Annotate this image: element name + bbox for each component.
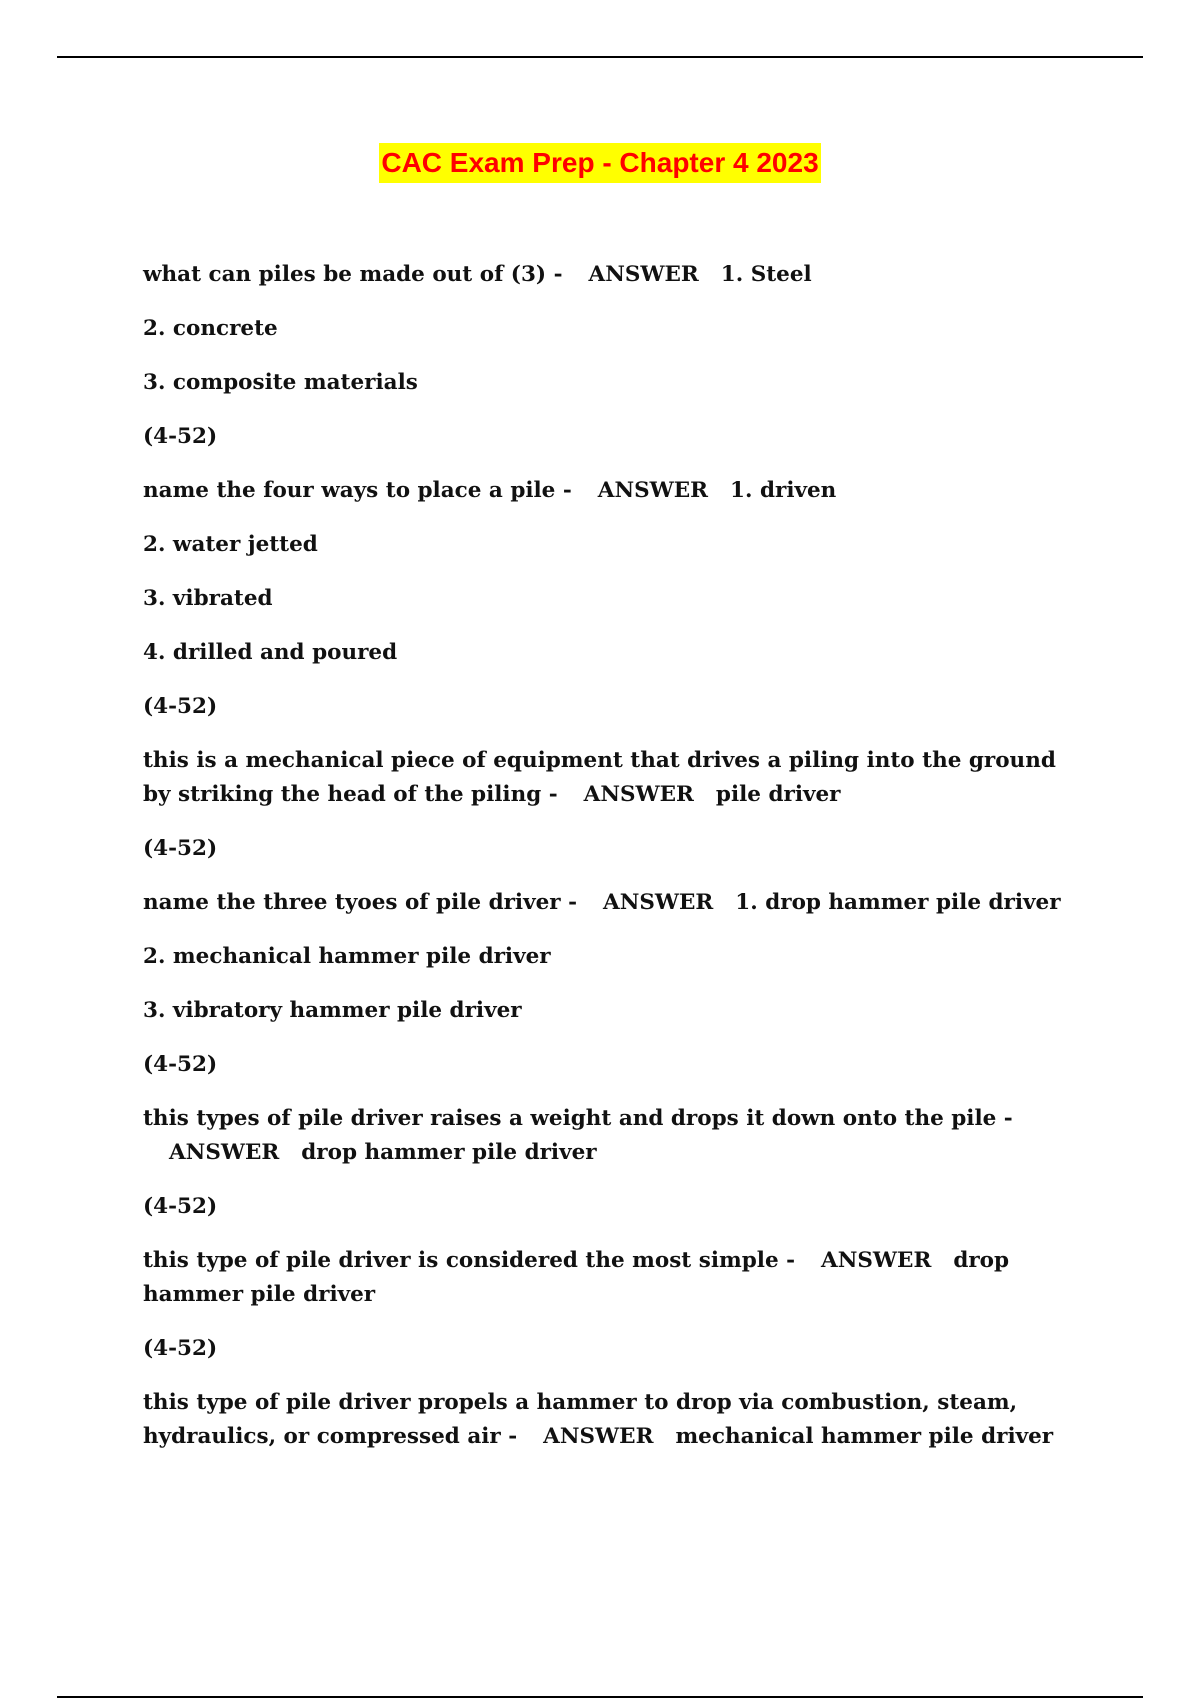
qa-line: [143, 886, 1088, 920]
text-line: 3. vibrated: [143, 586, 273, 611]
question-text: this type of pile driver propels a hammer to drop via combustion, steam, hydraulics, or compressed air -: [143, 1390, 1025, 1449]
question-text: what can piles be made out of (3) -: [143, 262, 563, 287]
page-reference: (4-52): [143, 424, 218, 449]
answer-text: 1. Steel: [720, 262, 812, 287]
answer-text: drop hammer pile driver: [143, 1248, 1017, 1307]
qa-line: [143, 1244, 1088, 1312]
page-reference: (4-52): [143, 836, 218, 861]
answer-label: ANSWER: [543, 1424, 654, 1449]
document-body: [143, 258, 1088, 1474]
qa-line: [143, 1102, 1088, 1170]
qa-line: [143, 744, 1088, 812]
question-text: name the four ways to place a pile -: [143, 478, 572, 503]
text-line: 2. water jetted: [143, 532, 318, 557]
answer-text: 1. driven: [730, 478, 837, 503]
answer-label: ANSWER: [603, 890, 714, 915]
question-text: this is a mechanical piece of equipment that drives a piling into the ground by striking the head of the piling -: [143, 748, 1064, 807]
page-reference: (4-52): [143, 1336, 218, 1361]
page-title: CAC Exam Prep - Chapter 4 2023: [379, 143, 820, 183]
text-line: 2. mechanical hammer pile driver: [143, 944, 551, 969]
page-reference: (4-52): [143, 1194, 218, 1219]
page-reference: (4-52): [143, 694, 218, 719]
text-line: 4. drilled and poured: [143, 640, 398, 665]
text-line: 3. vibratory hammer pile driver: [143, 998, 522, 1023]
text-line: 2. concrete: [143, 316, 278, 341]
top-rule: [57, 56, 1143, 58]
answer-text: 1. drop hammer pile driver: [735, 890, 1061, 915]
qa-line: [143, 1386, 1088, 1454]
answer-text: drop hammer pile driver: [301, 1140, 597, 1165]
qa-line: [143, 474, 1088, 508]
answer-label: ANSWER: [588, 262, 699, 287]
answer-text: pile driver: [715, 782, 841, 807]
text-line: 3. composite materials: [143, 370, 418, 395]
title-container: [0, 143, 1200, 183]
question-text: this type of pile driver is considered the most simple -: [143, 1248, 796, 1273]
question-text: name the three tyoes of pile driver -: [143, 890, 578, 915]
answer-label: ANSWER: [597, 478, 709, 503]
bottom-rule: [57, 1696, 1143, 1698]
question-text: this types of pile driver raises a weight and drops it down onto the pile -: [143, 1106, 1013, 1131]
answer-label: ANSWER: [583, 782, 694, 807]
qa-line: [143, 258, 1088, 292]
answer-text: mechanical hammer pile driver: [675, 1424, 1054, 1449]
page-reference: (4-52): [143, 1052, 218, 1077]
answer-label: ANSWER: [169, 1140, 280, 1165]
answer-label: ANSWER: [821, 1248, 932, 1273]
